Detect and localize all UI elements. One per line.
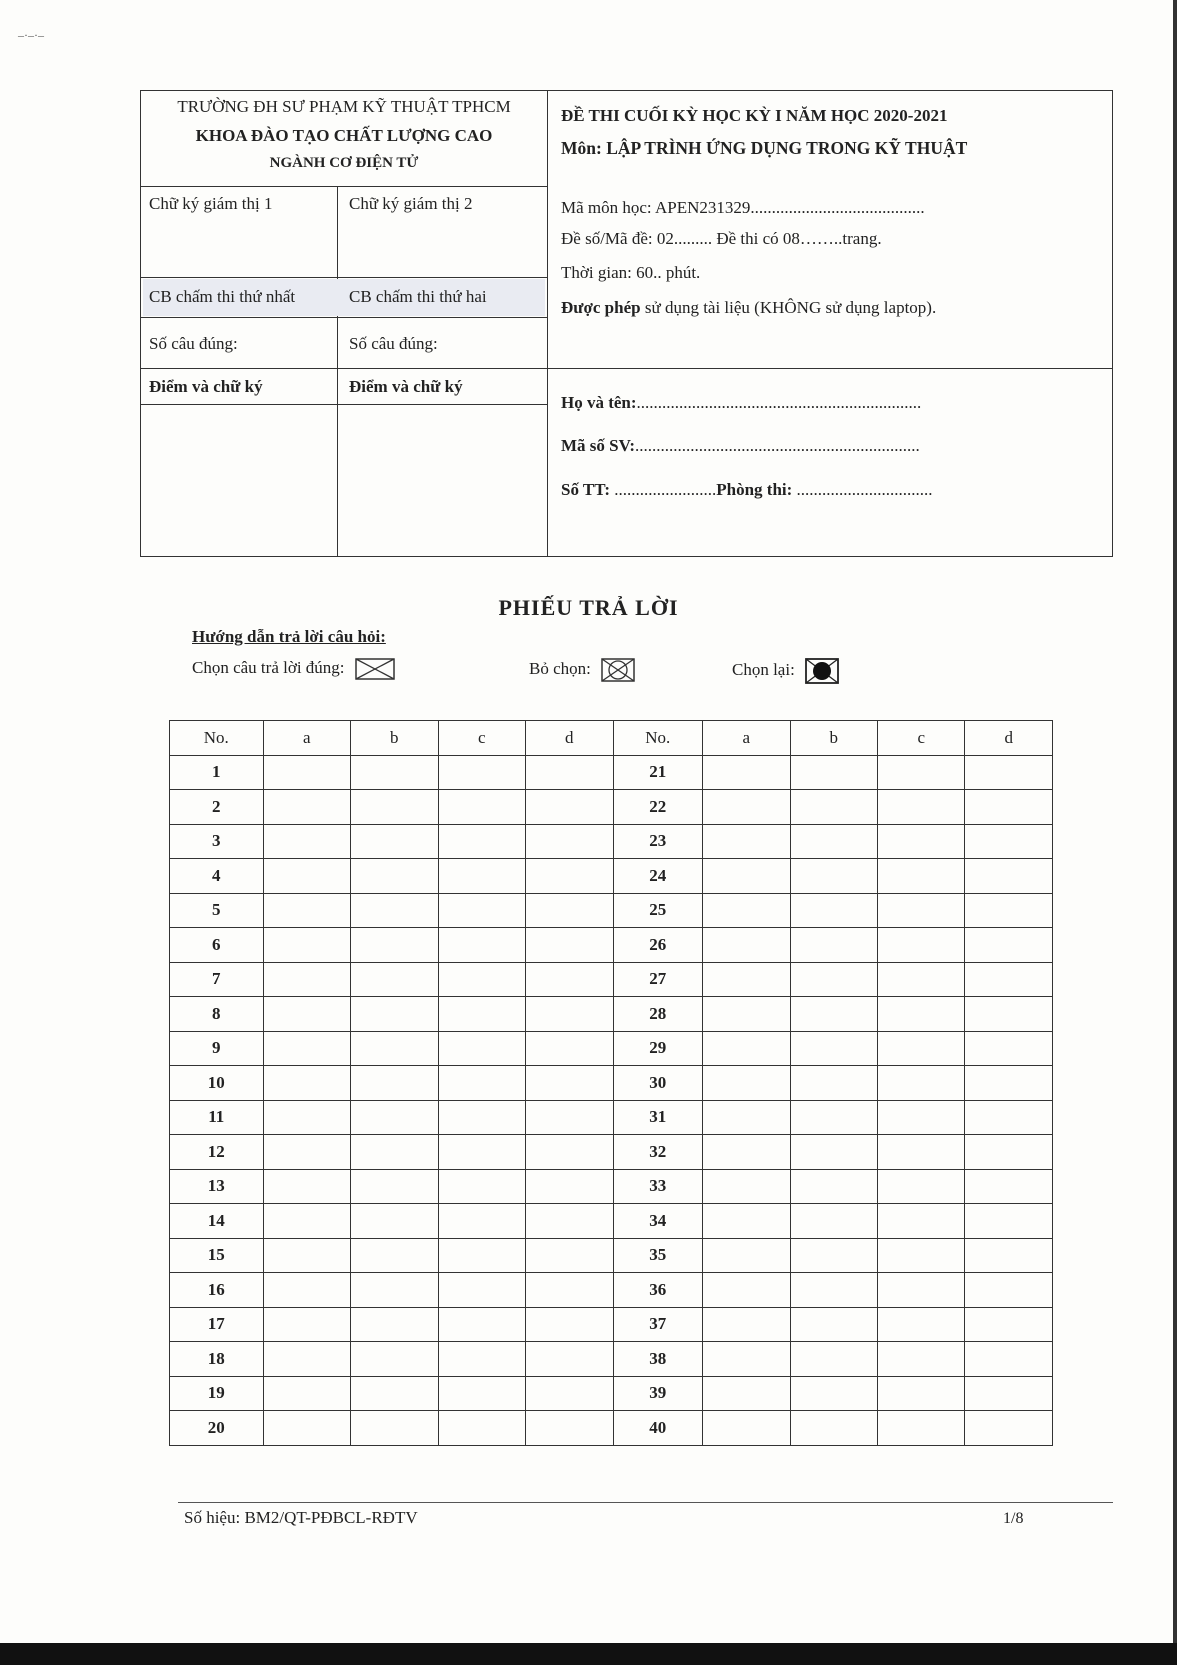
answer-cell-d[interactable] [965,1204,1053,1239]
answer-cell-d[interactable] [526,1273,613,1308]
answer-cell-d[interactable] [526,859,613,894]
answer-cell-c[interactable] [438,1169,525,1204]
answer-row [170,962,1053,997]
choose-label: Chọn câu trả lời đúng: [192,658,345,677]
answer-cell-b[interactable] [351,1204,438,1239]
student-name-field[interactable] [561,393,921,413]
scan-mark: –·–·– [18,28,44,42]
answer-cell-c[interactable] [878,1273,965,1308]
question-number: 14 [170,1204,264,1239]
answer-cell-a[interactable] [263,1066,350,1101]
answer-row [170,1031,1053,1066]
answer-row [170,824,1053,859]
answer-cell-b[interactable] [790,790,877,825]
correct1-label: Số câu đúng: [149,334,238,353]
page-number: 1/8 [1003,1510,1024,1527]
answer-cell-c[interactable] [878,1169,965,1204]
answer-cell-a[interactable] [703,859,790,894]
column-header: d [526,721,613,756]
answer-row [170,1204,1053,1239]
answer-row [170,859,1053,894]
answer-cell-d[interactable] [526,1100,613,1135]
answer-cell-a[interactable] [263,893,350,928]
answer-cell-c[interactable] [878,859,965,894]
question-number: 38 [613,1342,703,1377]
answer-cell-b[interactable] [351,1100,438,1135]
question-number: 7 [170,962,264,997]
room-dots: ................................ [792,480,933,499]
answer-cell-a[interactable] [263,1307,350,1342]
question-number: 31 [613,1100,703,1135]
scan-edge-right [1173,0,1177,1665]
answer-cell-d[interactable] [526,893,613,928]
answer-row [170,1411,1053,1446]
circled-cross-box-icon [601,658,635,682]
duration: Thời gian: 60.. phút. [561,263,701,282]
column-header: d [965,721,1053,756]
answer-row [170,790,1053,825]
answer-cell-d[interactable] [526,755,613,790]
answer-cell-c[interactable] [878,1135,965,1170]
answer-cell-b[interactable] [790,1100,877,1135]
answer-cell-c[interactable] [878,1031,965,1066]
column-header: a [703,721,790,756]
answer-cell-d[interactable] [965,1169,1053,1204]
question-number: 1 [170,755,264,790]
answer-cell-d[interactable] [965,1411,1053,1446]
answer-cell-a[interactable] [703,1135,790,1170]
answer-cell-a[interactable] [703,755,790,790]
answer-cell-a[interactable] [703,997,790,1032]
answer-cell-a[interactable] [263,1342,350,1377]
answer-cell-d[interactable] [965,1100,1053,1135]
answer-cell-a[interactable] [703,824,790,859]
guide-heading: Hướng dẫn trả lời câu hỏi: [192,627,386,646]
answer-cell-c[interactable] [878,928,965,963]
answer-cell-d[interactable] [965,997,1053,1032]
materials-policy [561,298,936,318]
course-code: Mã môn học: APEN231329......................................... [561,198,925,217]
question-number: 29 [613,1031,703,1066]
answer-cell-a[interactable] [703,1100,790,1135]
answer-cell-a[interactable] [263,1100,350,1135]
question-number: 26 [613,928,703,963]
answer-cell-d[interactable] [965,893,1053,928]
answer-cell-d[interactable] [526,1238,613,1273]
answer-cell-a[interactable] [263,859,350,894]
answer-cell-b[interactable] [790,1169,877,1204]
answer-cell-d[interactable] [526,824,613,859]
major-name: NGÀNH CƠ ĐIỆN TỬ [269,155,419,171]
answer-cell-c[interactable] [878,1204,965,1239]
answer-cell-d[interactable] [526,1307,613,1342]
answer-cell-c[interactable] [438,1031,525,1066]
score1-label: Điểm và chữ ký [149,377,263,396]
answer-cell-b[interactable] [351,1238,438,1273]
question-number: 16 [170,1273,264,1308]
answer-cell-c[interactable] [438,790,525,825]
answer-cell-d[interactable] [965,1307,1053,1342]
question-number: 4 [170,859,264,894]
answer-row [170,928,1053,963]
question-number: 13 [170,1169,264,1204]
question-number: 5 [170,893,264,928]
answer-cell-a[interactable] [703,1376,790,1411]
answer-cell-a[interactable] [263,1169,350,1204]
answer-cell-a[interactable] [263,1135,350,1170]
answer-cell-b[interactable] [790,997,877,1032]
answer-cell-b[interactable] [790,1273,877,1308]
answer-cell-c[interactable] [438,928,525,963]
id-label: Mã số SV: [561,436,635,455]
answer-row [170,1100,1053,1135]
answer-cell-a[interactable] [703,1273,790,1308]
exam-header [140,90,1113,557]
answer-cell-b[interactable] [351,1342,438,1377]
answer-cell-c[interactable] [878,1307,965,1342]
answer-cell-c[interactable] [878,997,965,1032]
answer-cell-c[interactable] [438,1204,525,1239]
answer-cell-d[interactable] [965,1031,1053,1066]
question-number: 39 [613,1376,703,1411]
answer-cell-b[interactable] [351,1169,438,1204]
answer-cell-b[interactable] [351,755,438,790]
grader2-label: CB chấm thi thứ hai [349,287,487,306]
question-number: 6 [170,928,264,963]
answer-cell-b[interactable] [790,1238,877,1273]
materials-bold: Được phép [561,298,641,317]
answer-cell-d[interactable] [526,1376,613,1411]
answer-cell-d[interactable] [965,928,1053,963]
answer-cell-d[interactable] [526,1169,613,1204]
materials-rest: sử dụng tài liệu (KHÔNG sử dụng laptop). [640,298,937,317]
score2-label: Điểm và chữ ký [349,377,463,396]
question-number: 23 [613,824,703,859]
answer-cell-d[interactable] [965,1066,1053,1101]
question-number: 10 [170,1066,264,1101]
answer-cell-b[interactable] [790,893,877,928]
rechoose-legend [732,658,839,684]
answer-row [170,1135,1053,1170]
answer-cell-d[interactable] [965,1376,1053,1411]
question-number: 33 [613,1169,703,1204]
answer-cell-a[interactable] [263,1273,350,1308]
university-name: TRƯỜNG ĐH SƯ PHẠM KỸ THUẬT TPHCM [177,97,511,116]
answer-cell-a[interactable] [263,928,350,963]
unchoose-legend [529,658,635,682]
answer-cell-a[interactable] [703,1238,790,1273]
answer-cell-b[interactable] [790,1342,877,1377]
answer-cell-a[interactable] [263,824,350,859]
answer-cell-b[interactable] [790,1066,877,1101]
answer-cell-b[interactable] [790,824,877,859]
answer-row [170,1376,1053,1411]
answer-cell-c[interactable] [878,824,965,859]
faculty-name: KHOA ĐÀO TẠO CHẤT LƯỢNG CAO [195,126,493,145]
answer-cell-b[interactable] [790,1204,877,1239]
answer-cell-b[interactable] [351,824,438,859]
answer-cell-b[interactable] [351,1376,438,1411]
proctor2-label: Chữ ký giám thị 2 [349,194,473,213]
column-header: b [790,721,877,756]
answer-cell-d[interactable] [526,1411,613,1446]
question-number: 18 [170,1342,264,1377]
question-number: 32 [613,1135,703,1170]
answer-cell-b[interactable] [351,1307,438,1342]
answer-cell-c[interactable] [438,1135,525,1170]
answer-cell-c[interactable] [878,1100,965,1135]
answer-cell-b[interactable] [351,1135,438,1170]
answer-row [170,893,1053,928]
column-header: c [878,721,965,756]
answer-cell-a[interactable] [703,1342,790,1377]
proctor1-label: Chữ ký giám thị 1 [149,194,273,213]
question-number: 28 [613,997,703,1032]
unchoose-label: Bỏ chọn: [529,658,591,678]
answer-cell-a[interactable] [263,962,350,997]
answer-cell-a[interactable] [263,1238,350,1273]
answer-cell-b[interactable] [351,790,438,825]
answer-cell-d[interactable] [526,1342,613,1377]
answer-cell-d[interactable] [526,962,613,997]
answer-row [170,1273,1053,1308]
answer-cell-a[interactable] [263,1204,350,1239]
answer-cell-c[interactable] [878,1066,965,1101]
answer-cell-b[interactable] [351,859,438,894]
answer-cell-d[interactable] [965,1342,1053,1377]
question-number: 15 [170,1238,264,1273]
answer-cell-d[interactable] [965,962,1053,997]
answer-cell-b[interactable] [351,1411,438,1446]
cross-box-icon [355,658,395,680]
scan-edge-bottom [0,1643,1177,1665]
choose-legend [192,658,395,680]
answer-cell-b[interactable] [790,928,877,963]
question-number: 40 [613,1411,703,1446]
question-number: 2 [170,790,264,825]
room-label: Phòng thi: [716,480,793,499]
student-id-field[interactable] [561,436,920,456]
answer-cell-a[interactable] [703,1307,790,1342]
question-number: 8 [170,997,264,1032]
question-number: 35 [613,1238,703,1273]
question-number: 3 [170,824,264,859]
answer-cell-a[interactable] [263,997,350,1032]
answer-row [170,1169,1053,1204]
exam-title: ĐỀ THI CUỐI KỲ HỌC KỲ I NĂM HỌC 2020-2021 [561,106,948,125]
question-number: 36 [613,1273,703,1308]
answer-row [170,1307,1053,1342]
answer-cell-b[interactable] [790,755,877,790]
question-number: 37 [613,1307,703,1342]
answer-cell-c[interactable] [878,790,965,825]
question-number: 25 [613,893,703,928]
name-label: Họ và tên: [561,393,637,412]
answer-cell-c[interactable] [438,1307,525,1342]
column-header: No. [170,721,264,756]
answer-cell-d[interactable] [526,790,613,825]
answer-cell-d[interactable] [965,824,1053,859]
subject-title: Môn: LẬP TRÌNH ỨNG DỤNG TRONG KỸ THUẬT [561,138,968,158]
answer-cell-c[interactable] [878,1342,965,1377]
answer-cell-a[interactable] [263,1376,350,1411]
answer-cell-b[interactable] [790,1376,877,1411]
answer-cell-d[interactable] [965,1135,1053,1170]
answer-cell-c[interactable] [438,1376,525,1411]
order-label: Số TT: [561,480,610,499]
answer-cell-c[interactable] [438,824,525,859]
answer-cell-d[interactable] [526,997,613,1032]
question-number: 12 [170,1135,264,1170]
answer-table [169,720,1053,1446]
name-dots: ................................................................... [636,393,922,412]
answer-cell-c[interactable] [438,859,525,894]
answer-cell-c[interactable] [438,1238,525,1273]
answer-cell-d[interactable] [526,1066,613,1101]
answer-cell-c[interactable] [438,1411,525,1446]
answer-cell-a[interactable] [263,790,350,825]
answer-row [170,1066,1053,1101]
answer-cell-b[interactable] [790,1031,877,1066]
answer-row [170,1342,1053,1377]
answer-cell-a[interactable] [263,1031,350,1066]
answer-cell-b[interactable] [351,1273,438,1308]
answer-cell-c[interactable] [438,755,525,790]
answer-cell-d[interactable] [526,1204,613,1239]
filled-circle-box-icon [805,658,839,684]
answer-cell-b[interactable] [351,962,438,997]
order-dots: ........................ [609,480,717,499]
answer-cell-c[interactable] [878,1411,965,1446]
column-header: b [351,721,438,756]
table-header-row [170,721,1053,756]
answer-row [170,755,1053,790]
question-number: 19 [170,1376,264,1411]
answer-cell-c[interactable] [878,755,965,790]
answer-cell-c[interactable] [878,893,965,928]
column-header: c [438,721,525,756]
answer-cell-b[interactable] [790,1411,877,1446]
form-code: Số hiệu: BM2/QT-PĐBCL-RĐTV [184,1508,418,1527]
answer-cell-a[interactable] [703,1031,790,1066]
column-header: No. [613,721,703,756]
column-header: a [263,721,350,756]
answer-cell-d[interactable] [526,1031,613,1066]
sheet-title: PHIẾU TRẢ LỜI [498,595,679,620]
answer-cell-b[interactable] [790,962,877,997]
answer-cell-d[interactable] [965,790,1053,825]
exam-code: Đề số/Mã đề: 02......... Đề thi có 08……..trang. [561,229,882,248]
answer-cell-a[interactable] [703,1411,790,1446]
question-number: 20 [170,1411,264,1446]
answer-cell-d[interactable] [526,928,613,963]
answer-cell-b[interactable] [790,1135,877,1170]
answer-cell-b[interactable] [790,859,877,894]
answer-cell-a[interactable] [703,928,790,963]
answer-cell-c[interactable] [438,997,525,1032]
answer-cell-a[interactable] [703,1169,790,1204]
question-number: 27 [613,962,703,997]
question-number: 21 [613,755,703,790]
answer-cell-b[interactable] [351,893,438,928]
answer-cell-a[interactable] [703,1066,790,1101]
answer-cell-d[interactable] [965,1273,1053,1308]
answer-row [170,997,1053,1032]
answer-cell-a[interactable] [703,1204,790,1239]
answer-cell-d[interactable] [965,859,1053,894]
answer-cell-c[interactable] [878,1238,965,1273]
question-number: 9 [170,1031,264,1066]
grader1-label: CB chấm thi thứ nhất [149,287,296,306]
answer-cell-b[interactable] [790,1307,877,1342]
rechoose-label: Chọn lại: [732,659,795,679]
question-number: 24 [613,859,703,894]
answer-cell-c[interactable] [438,1273,525,1308]
answer-cell-a[interactable] [263,755,350,790]
answer-cell-b[interactable] [351,1031,438,1066]
answer-cell-c[interactable] [438,1100,525,1135]
answer-row [170,1238,1053,1273]
answer-cell-a[interactable] [703,962,790,997]
answer-cell-c[interactable] [878,962,965,997]
question-number: 17 [170,1307,264,1342]
question-number: 11 [170,1100,264,1135]
answer-cell-a[interactable] [263,1411,350,1446]
question-number: 22 [613,790,703,825]
answer-cell-c[interactable] [438,893,525,928]
id-dots: ................................................................... [635,436,920,455]
answer-cell-c[interactable] [438,1066,525,1101]
answer-cell-c[interactable] [878,1376,965,1411]
question-number: 34 [613,1204,703,1239]
answer-cell-a[interactable] [703,893,790,928]
answer-cell-a[interactable] [703,790,790,825]
answer-cell-b[interactable] [351,928,438,963]
answer-cell-d[interactable] [965,1238,1053,1273]
order-room-field[interactable] [561,480,933,500]
question-number: 30 [613,1066,703,1101]
answer-cell-c[interactable] [438,1342,525,1377]
answer-cell-c[interactable] [438,962,525,997]
correct2-label: Số câu đúng: [349,334,438,353]
answer-cell-b[interactable] [351,997,438,1032]
answer-cell-d[interactable] [965,755,1053,790]
answer-cell-d[interactable] [526,1135,613,1170]
footer-rule [178,1502,1113,1503]
answer-cell-b[interactable] [351,1066,438,1101]
